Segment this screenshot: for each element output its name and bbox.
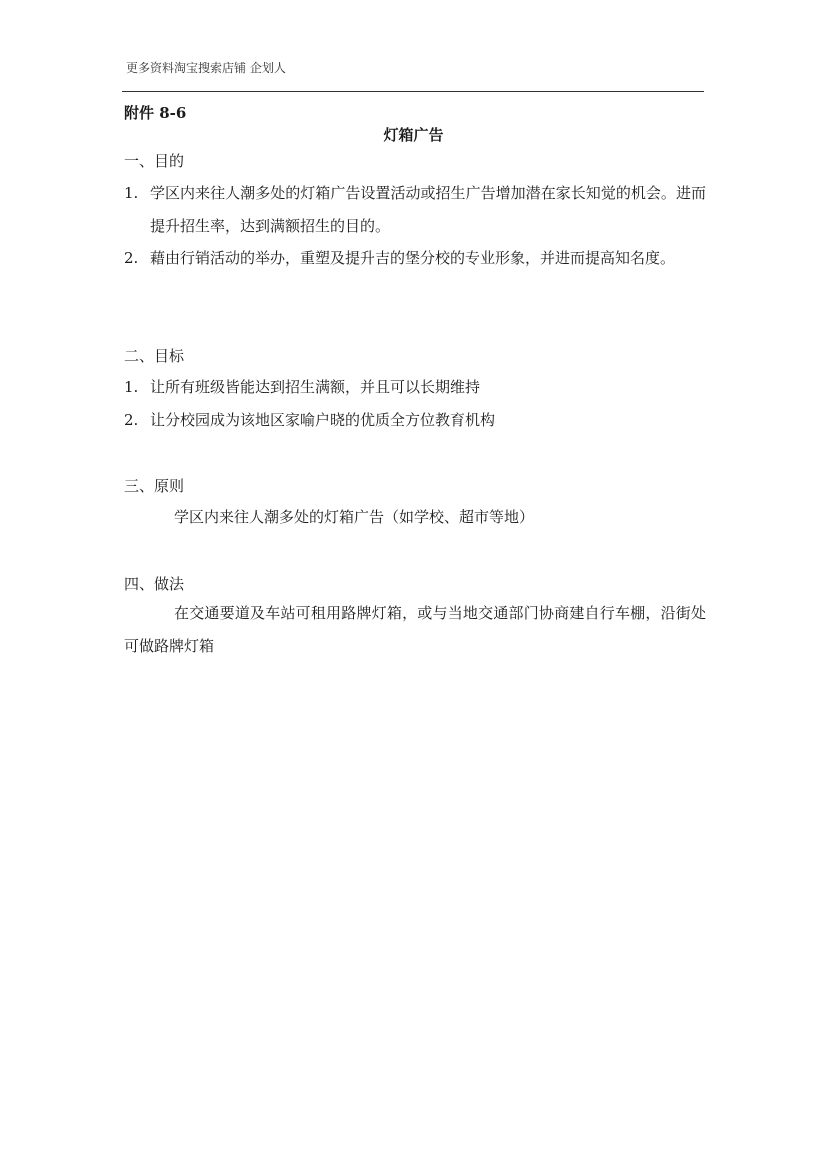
section-heading-purpose: 一、目的 <box>124 152 185 170</box>
item-text: 让所有班级皆能达到招生满额，并且可以长期维持 <box>150 378 481 396</box>
item-text: 让分校园成为该地区家喻户晓的优质全方位教育机构 <box>150 411 496 429</box>
item-number: 1. <box>124 378 139 396</box>
item-number: 1. <box>124 184 139 202</box>
purpose-item-1 <box>124 177 706 243</box>
goals-item-2 <box>124 404 706 437</box>
header-text: 更多资料淘宝搜索店铺 企划人 <box>126 61 286 75</box>
item-number: 2. <box>124 249 139 267</box>
item-text: 学区内来往人潮多处的灯箱广告设置活动或招生广告增加潜在家长知觉的机会。进而提升招生率，达到满额招生的目的。 <box>150 184 706 235</box>
document-title: 灯箱广告 <box>383 126 444 144</box>
annex-label: 附件 8-6 <box>124 104 187 122</box>
header-divider <box>122 91 704 92</box>
section-heading-goals: 二、目标 <box>124 347 185 365</box>
principles-body: 学区内来往人潮多处的灯箱广告（如学校、超市等地） <box>174 508 535 526</box>
goals-item-1 <box>124 371 706 404</box>
item-text: 藉由行销活动的举办，重塑及提升吉的堡分校的专业形象，并进而提高知名度。 <box>150 249 676 267</box>
methods-body: 在交通要道及车站可租用路牌灯箱，或与当地交通部门协商建自行车棚，沿街处可做路牌灯箱 <box>124 604 706 655</box>
section-heading-principles: 三、原则 <box>124 477 185 495</box>
item-number: 2. <box>124 411 139 429</box>
section-heading-methods: 四、做法 <box>124 575 185 593</box>
purpose-item-2 <box>124 242 706 275</box>
